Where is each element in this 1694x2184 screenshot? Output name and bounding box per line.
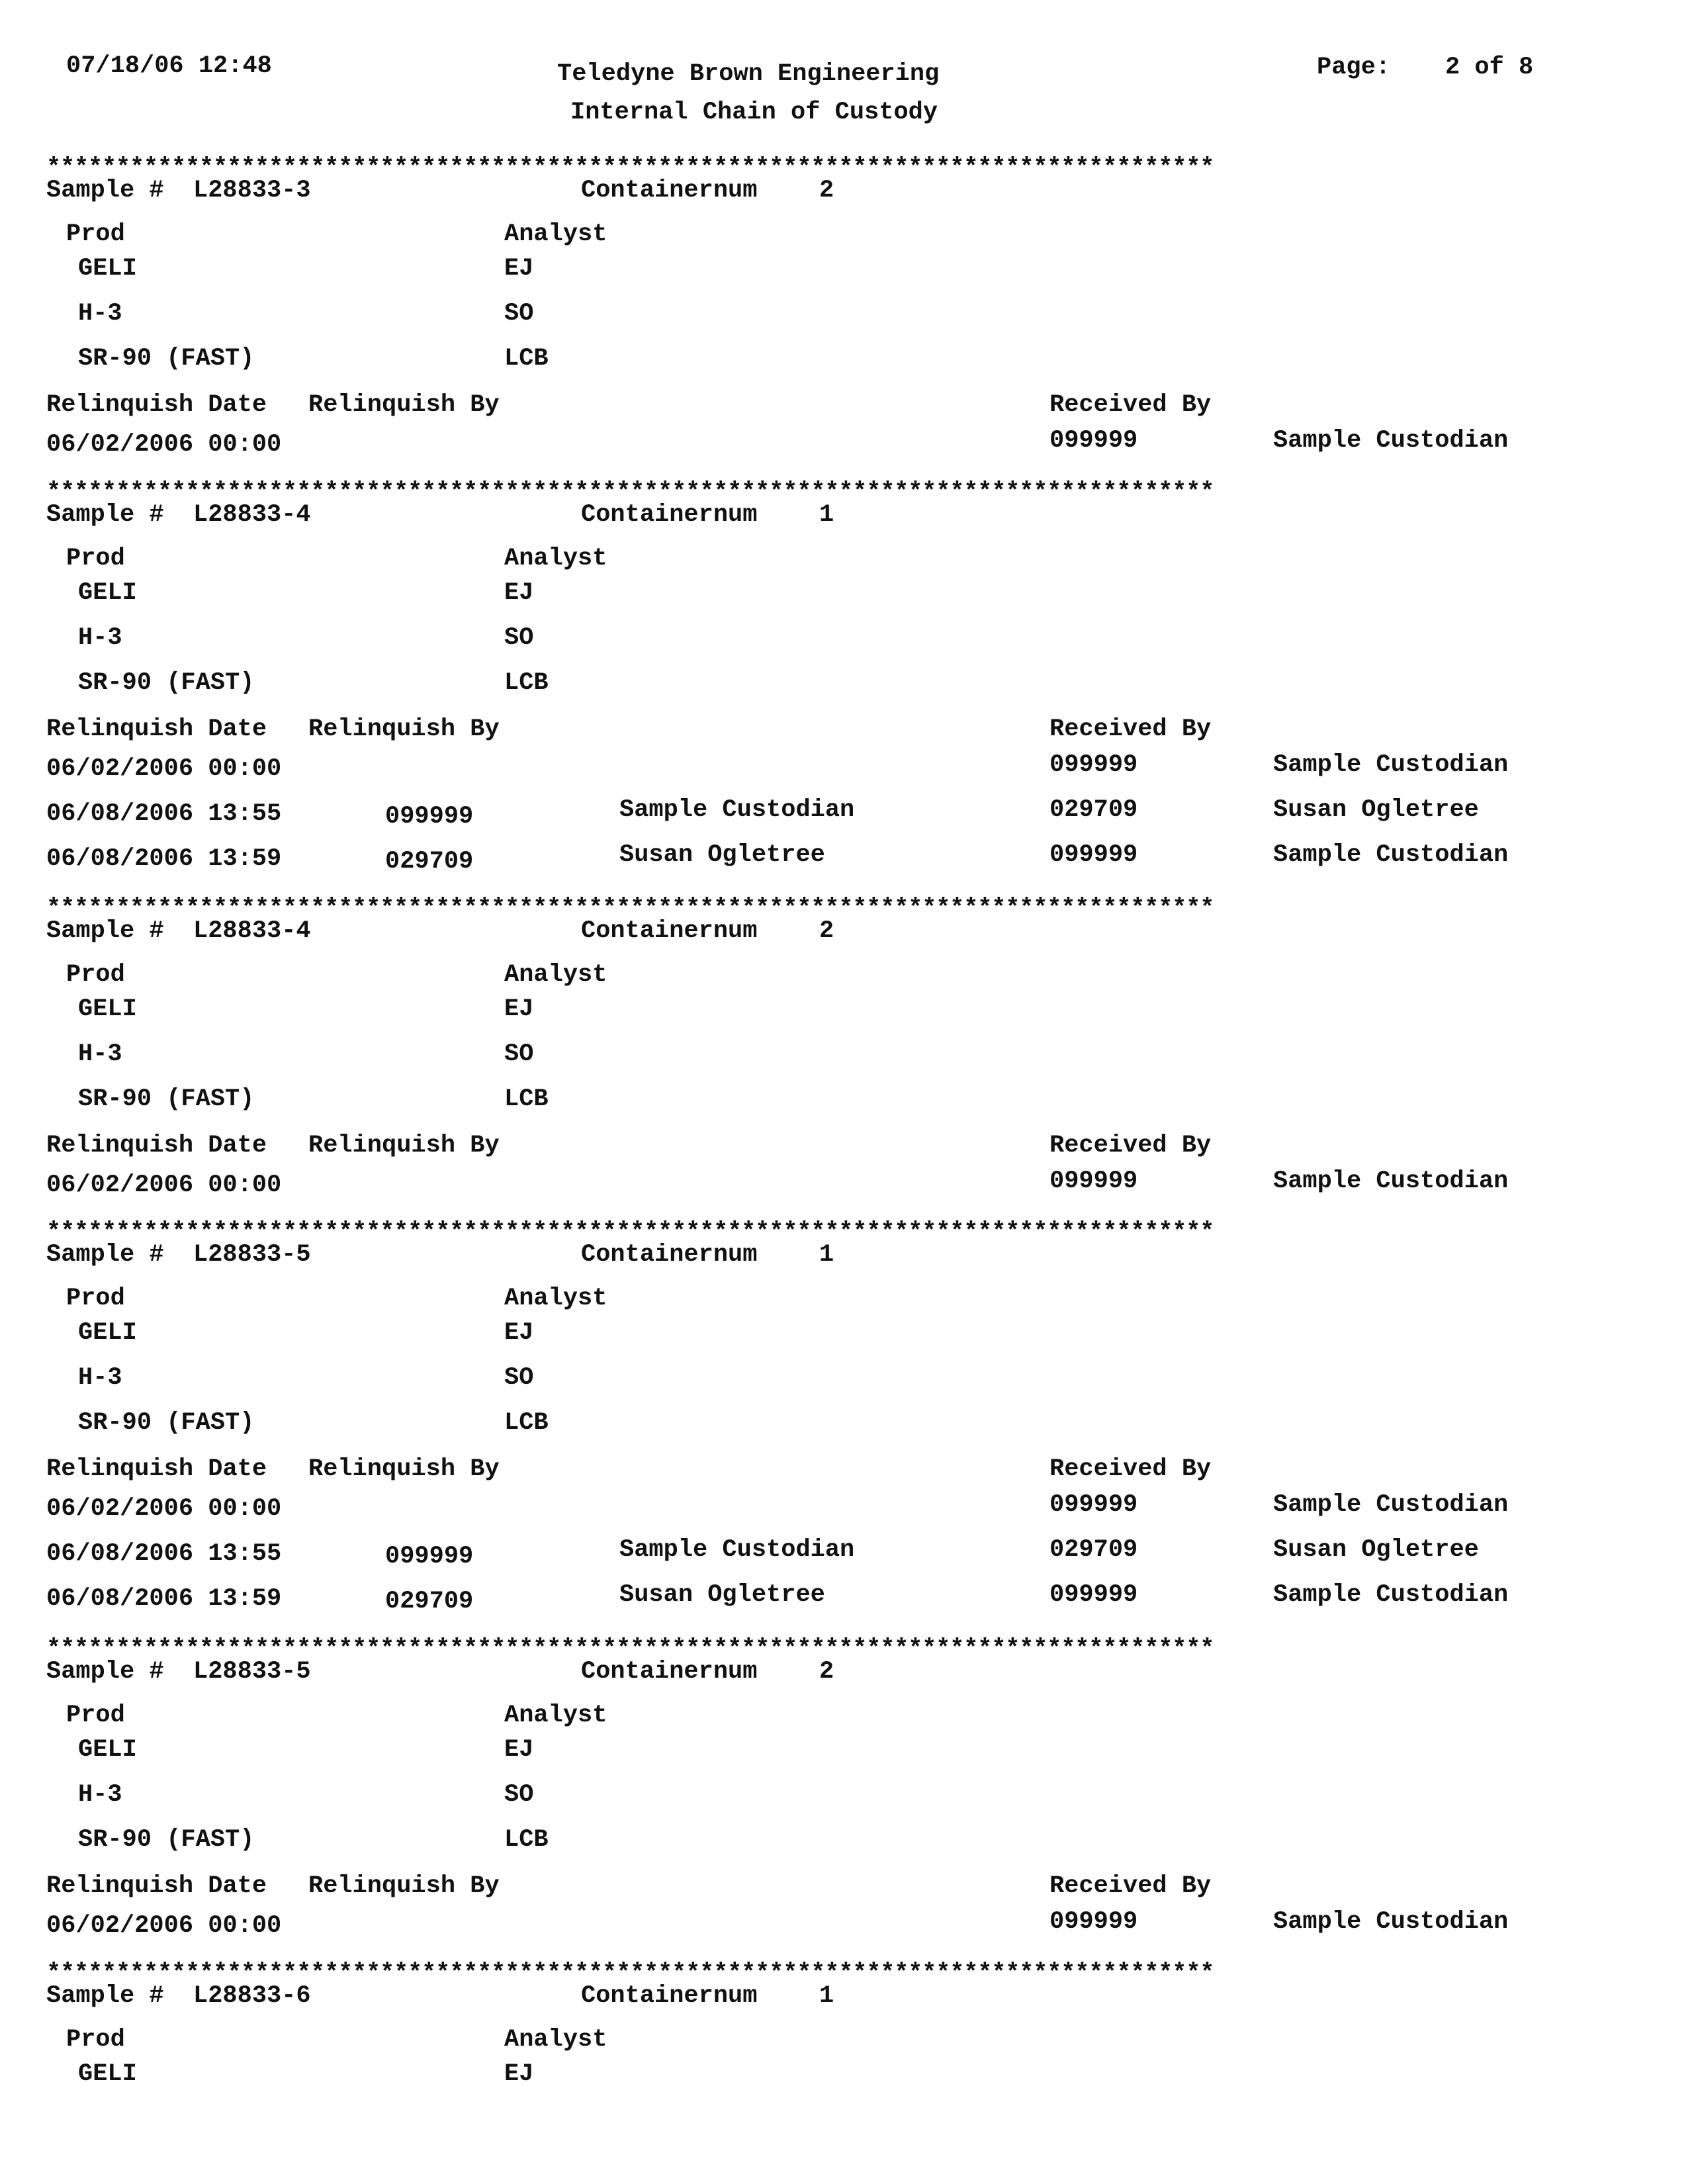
- received-by-name: Sample Custodian: [1273, 427, 1509, 455]
- relinquish-by-id: 029709: [385, 1588, 474, 1615]
- product-name: GELI: [78, 579, 137, 607]
- containernum-label: Containernum: [581, 1658, 758, 1686]
- received-by-id: 029709: [1049, 796, 1138, 824]
- containernum-value: 1: [819, 1241, 834, 1269]
- relinquish-by-name: Sample Custodian: [619, 796, 855, 824]
- sample-label: Sample #: [46, 1658, 164, 1686]
- product-name: GELI: [78, 1319, 137, 1347]
- received-by-id: 099999: [1049, 1167, 1138, 1195]
- containernum-value: 2: [819, 917, 834, 945]
- received-by-header: Received By: [1049, 1455, 1212, 1483]
- analyst-code: EJ: [504, 995, 534, 1023]
- received-by-header: Received By: [1049, 391, 1212, 419]
- custody-date: 06/08/2006 13:55: [46, 1540, 282, 1568]
- containernum-label: Containernum: [581, 1241, 758, 1269]
- relinquish-by-id: 099999: [385, 803, 474, 831]
- relinquish-date-header: Relinquish Date: [46, 1132, 267, 1160]
- received-by-name: Sample Custodian: [1273, 751, 1509, 779]
- containernum-label: Containernum: [581, 917, 758, 945]
- analyst-code: SO: [504, 1040, 534, 1068]
- relinquish-by-header: Relinquish By: [308, 391, 500, 419]
- received-by-header: Received By: [1049, 1132, 1212, 1160]
- received-by-id: 099999: [1049, 841, 1138, 869]
- relinquish-date-header: Relinquish Date: [46, 391, 267, 419]
- company-name: Teledyne Brown Engineering: [557, 60, 940, 88]
- prod-header: Prod: [66, 1285, 125, 1312]
- analyst-code: EJ: [504, 579, 534, 607]
- product-name: GELI: [78, 255, 137, 283]
- analyst-code: LCB: [504, 1409, 549, 1437]
- separator-line: ************************************************************************************: [46, 1960, 1214, 1987]
- analyst-header: Analyst: [504, 545, 607, 572]
- custody-date: 06/02/2006 00:00: [46, 755, 282, 783]
- received-by-name: Sample Custodian: [1273, 1491, 1509, 1519]
- relinquish-by-name: Susan Ogletree: [619, 1581, 825, 1609]
- analyst-code: EJ: [504, 2060, 534, 2088]
- custody-date: 06/08/2006 13:59: [46, 845, 282, 873]
- analyst-code: EJ: [504, 1736, 534, 1764]
- analyst-code: LCB: [504, 669, 549, 697]
- prod-header: Prod: [66, 1702, 125, 1729]
- analyst-header: Analyst: [504, 1702, 607, 1729]
- sample-id: L28833-5: [193, 1658, 311, 1686]
- received-by-id: 099999: [1049, 1908, 1138, 1936]
- sample-label: Sample #: [46, 917, 164, 945]
- prod-header: Prod: [66, 961, 125, 989]
- relinquish-date-header: Relinquish Date: [46, 1872, 267, 1900]
- separator-line: ************************************************************************************: [46, 895, 1214, 923]
- report-subtitle: Internal Chain of Custody: [570, 99, 938, 126]
- containernum-value: 1: [819, 501, 834, 529]
- containernum-value: 2: [819, 1658, 834, 1686]
- received-by-id: 099999: [1049, 427, 1138, 455]
- custody-date: 06/02/2006 00:00: [46, 1912, 282, 1940]
- product-name: H-3: [78, 1040, 122, 1068]
- containernum-label: Containernum: [581, 177, 758, 205]
- relinquish-by-header: Relinquish By: [308, 1455, 500, 1483]
- separator-line: ************************************************************************************: [46, 1635, 1214, 1663]
- relinquish-by-name: Sample Custodian: [619, 1536, 855, 1564]
- relinquish-by-id: 099999: [385, 1543, 474, 1570]
- received-by-id: 029709: [1049, 1536, 1138, 1564]
- relinquish-by-id: 029709: [385, 848, 474, 876]
- sample-label: Sample #: [46, 1982, 164, 2010]
- analyst-code: SO: [504, 300, 534, 328]
- received-by-name: Susan Ogletree: [1273, 796, 1479, 824]
- received-by-header: Received By: [1049, 1872, 1212, 1900]
- custody-date: 06/02/2006 00:00: [46, 431, 282, 459]
- product-name: SR-90 (FAST): [78, 1409, 255, 1437]
- product-name: H-3: [78, 300, 122, 328]
- page-number: 2 of 8: [1445, 54, 1534, 81]
- received-by-name: Susan Ogletree: [1273, 1536, 1479, 1564]
- received-by-name: Sample Custodian: [1273, 1167, 1509, 1195]
- separator-line: ************************************************************************************: [46, 1218, 1214, 1246]
- analyst-header: Analyst: [504, 220, 607, 248]
- containernum-label: Containernum: [581, 501, 758, 529]
- custody-date: 06/08/2006 13:59: [46, 1585, 282, 1613]
- product-name: SR-90 (FAST): [78, 669, 255, 697]
- relinquish-date-header: Relinquish Date: [46, 1455, 267, 1483]
- sample-id: L28833-5: [193, 1241, 311, 1269]
- separator-line: ************************************************************************************: [46, 478, 1214, 506]
- analyst-code: SO: [504, 1781, 534, 1809]
- received-by-header: Received By: [1049, 715, 1212, 743]
- product-name: H-3: [78, 1364, 122, 1392]
- product-name: GELI: [78, 995, 137, 1023]
- analyst-code: LCB: [504, 1085, 549, 1113]
- analyst-header: Analyst: [504, 961, 607, 989]
- separator-line: ************************************************************************************: [46, 154, 1214, 182]
- analyst-code: LCB: [504, 345, 549, 373]
- containernum-value: 1: [819, 1982, 834, 2010]
- product-name: GELI: [78, 2060, 137, 2088]
- received-by-id: 099999: [1049, 751, 1138, 779]
- relinquish-by-header: Relinquish By: [308, 1132, 500, 1160]
- containernum-value: 2: [819, 177, 834, 205]
- product-name: SR-90 (FAST): [78, 1085, 255, 1113]
- received-by-name: Sample Custodian: [1273, 1908, 1509, 1936]
- received-by-name: Sample Custodian: [1273, 1581, 1509, 1609]
- relinquish-by-name: Susan Ogletree: [619, 841, 825, 869]
- relinquish-by-header: Relinquish By: [308, 1872, 500, 1900]
- sample-id: L28833-3: [193, 177, 311, 205]
- product-name: H-3: [78, 1781, 122, 1809]
- analyst-code: EJ: [504, 1319, 534, 1347]
- prod-header: Prod: [66, 2026, 125, 2054]
- sample-id: L28833-4: [193, 501, 311, 529]
- custody-date: 06/02/2006 00:00: [46, 1171, 282, 1199]
- custody-date: 06/02/2006 00:00: [46, 1495, 282, 1523]
- prod-header: Prod: [66, 220, 125, 248]
- sample-id: L28833-6: [193, 1982, 311, 2010]
- received-by-id: 099999: [1049, 1581, 1138, 1609]
- analyst-code: SO: [504, 624, 534, 652]
- sample-label: Sample #: [46, 1241, 164, 1269]
- relinquish-by-header: Relinquish By: [308, 715, 500, 743]
- prod-header: Prod: [66, 545, 125, 572]
- sample-label: Sample #: [46, 501, 164, 529]
- product-name: SR-90 (FAST): [78, 345, 255, 373]
- sample-label: Sample #: [46, 177, 164, 205]
- analyst-code: EJ: [504, 255, 534, 283]
- received-by-name: Sample Custodian: [1273, 841, 1509, 869]
- sample-id: L28833-4: [193, 917, 311, 945]
- product-name: SR-90 (FAST): [78, 1826, 255, 1854]
- containernum-label: Containernum: [581, 1982, 758, 2010]
- received-by-id: 099999: [1049, 1491, 1138, 1519]
- product-name: H-3: [78, 624, 122, 652]
- page-label: Page:: [1317, 54, 1391, 81]
- analyst-code: LCB: [504, 1826, 549, 1854]
- analyst-header: Analyst: [504, 2026, 607, 2054]
- analyst-code: SO: [504, 1364, 534, 1392]
- report-datetime: 07/18/06 12:48: [66, 52, 272, 80]
- relinquish-date-header: Relinquish Date: [46, 715, 267, 743]
- custody-date: 06/08/2006 13:55: [46, 800, 282, 828]
- analyst-header: Analyst: [504, 1285, 607, 1312]
- product-name: GELI: [78, 1736, 137, 1764]
